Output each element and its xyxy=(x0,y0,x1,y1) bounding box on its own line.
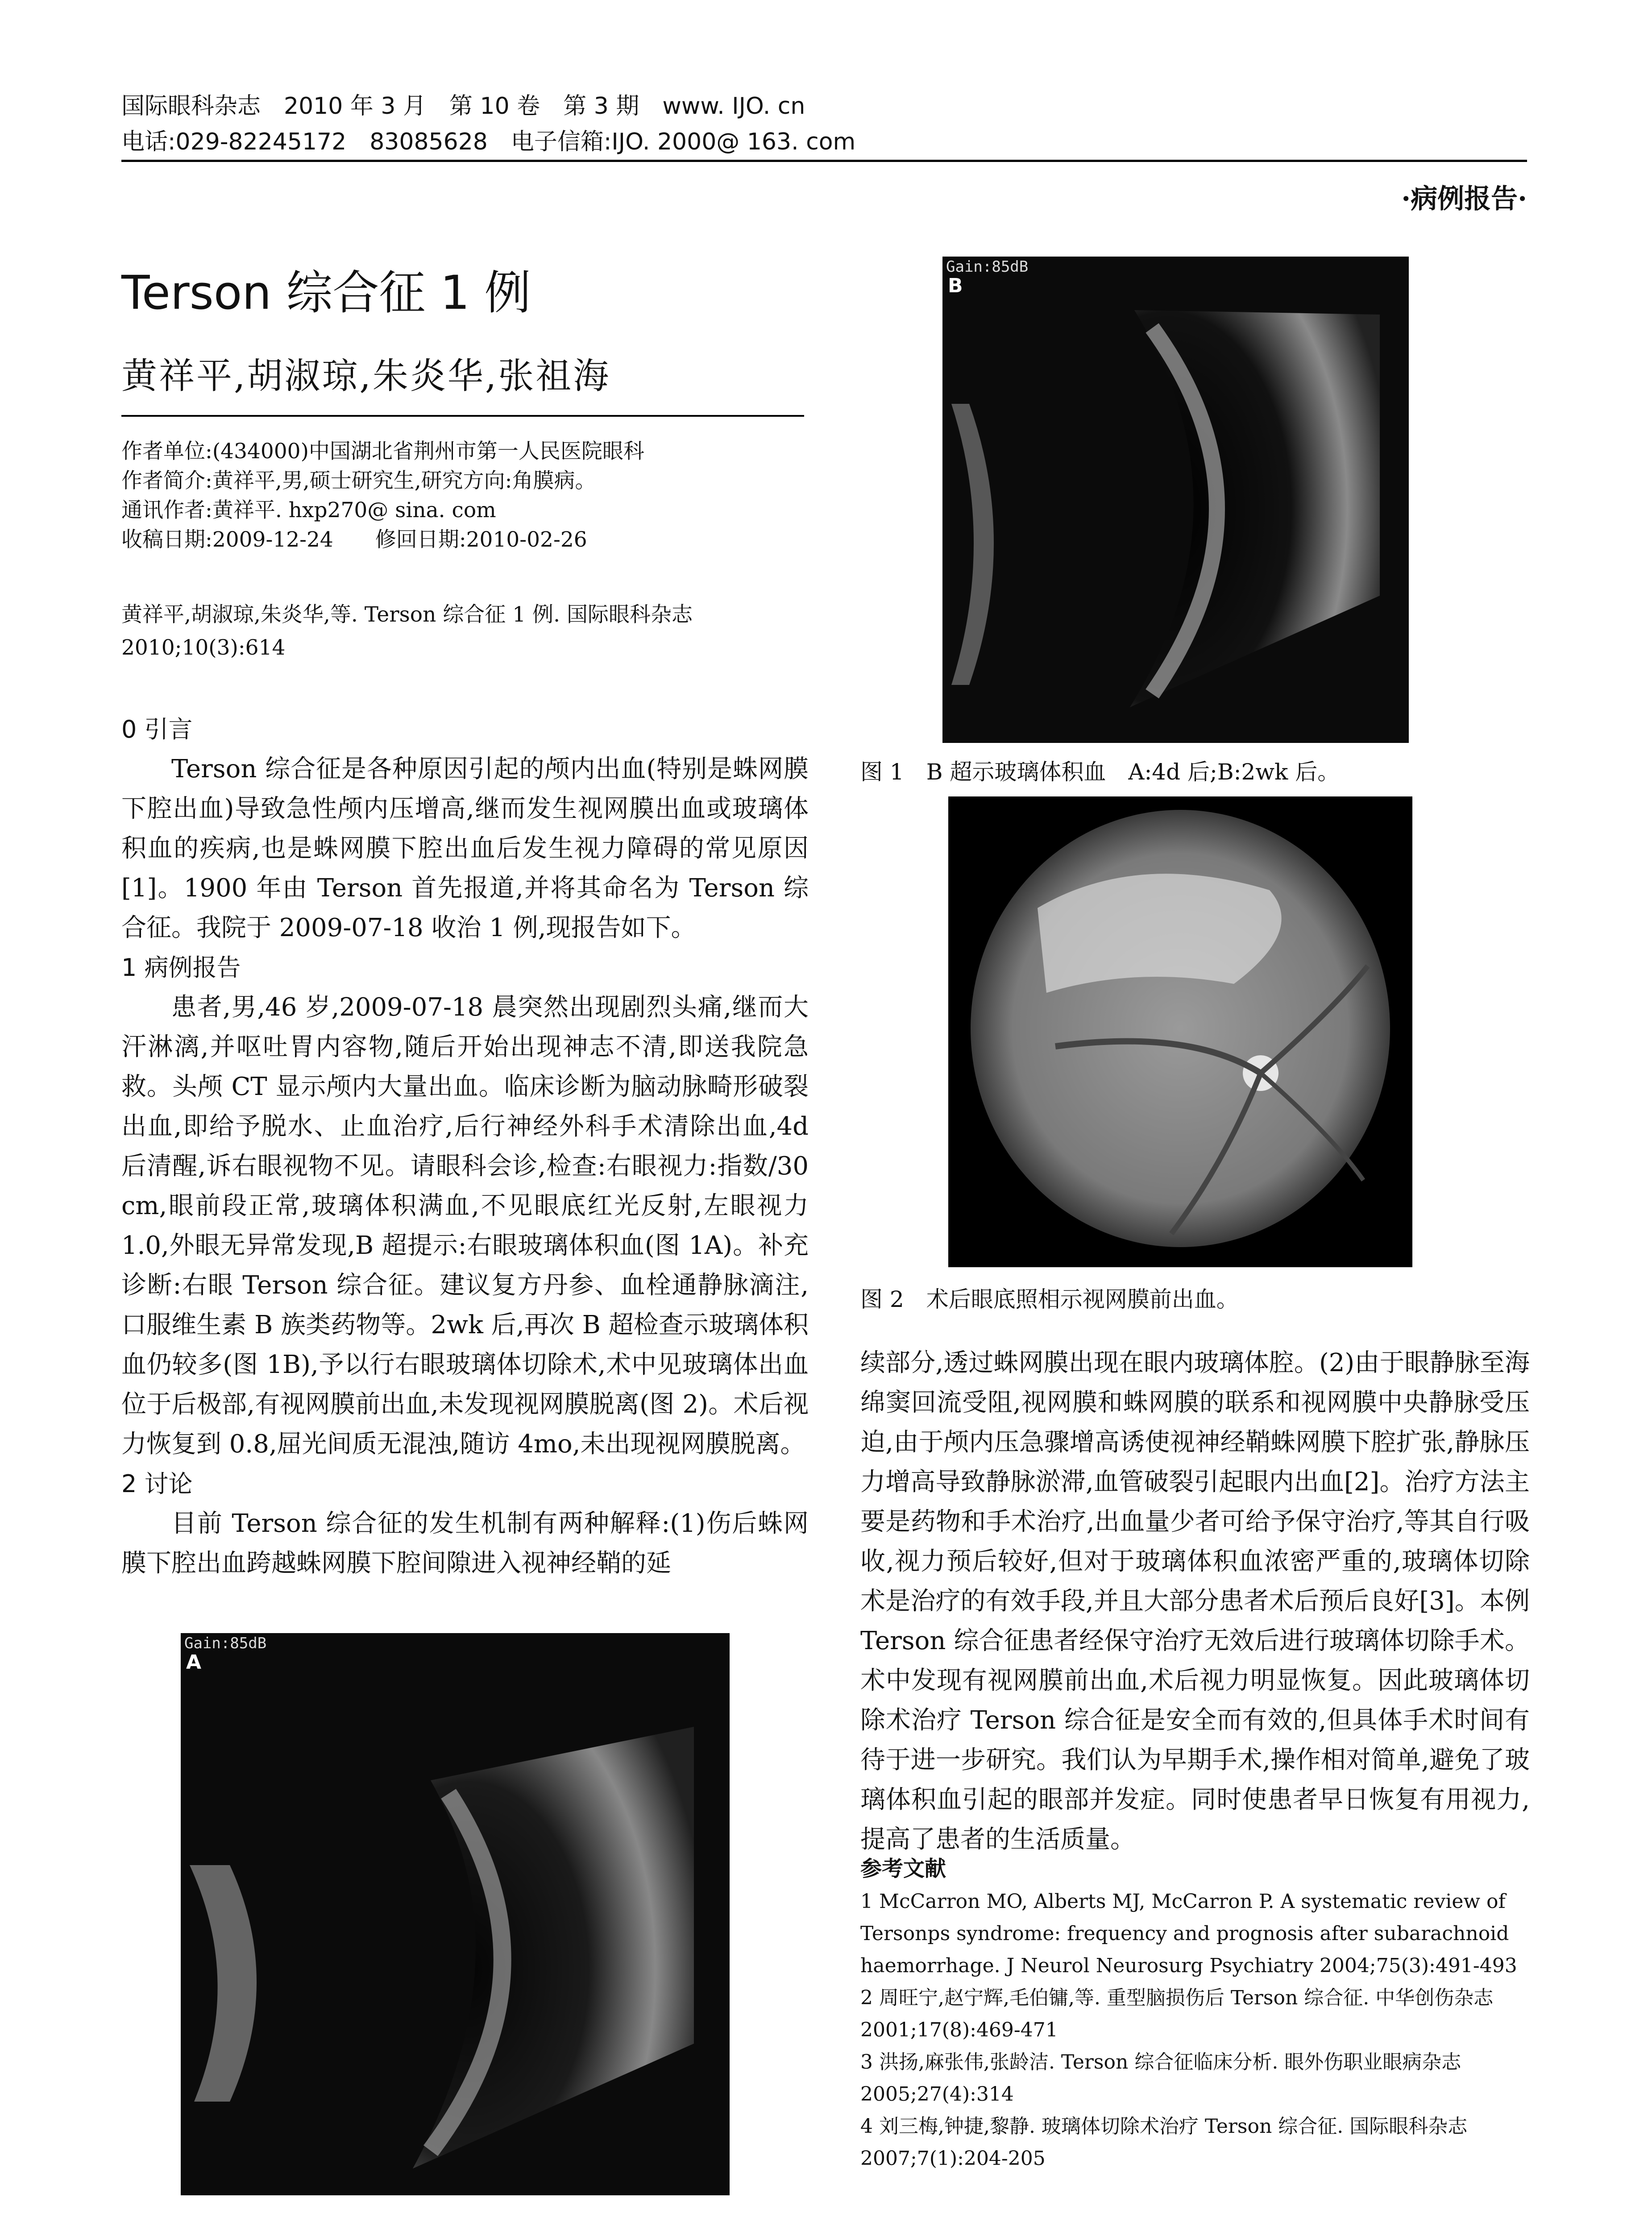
article-title: Terson 综合征 1 例 xyxy=(121,265,531,320)
fundus-photo xyxy=(948,796,1412,1267)
author-affiliation: 作者单位:(434000)中国湖北省荆州市第一人民医院眼科 xyxy=(121,439,644,464)
figure1-caption: 图 1 B 超示玻璃体积血 A:4d 后;B:2wk 后。 xyxy=(860,759,1340,785)
author-bio: 作者简介:黄祥平,男,硕士研究生,研究方向:角膜病。 xyxy=(121,469,596,493)
ultrasound-a-gain: Gain:85dB xyxy=(184,1634,267,1652)
author-list: 黄祥平,胡淑琼,朱炎华,张祖海 xyxy=(121,355,611,397)
case-paragraph: 患者,男,46 岁,2009-07-18 晨突然出现剧烈头痛,继而大汗淋漓,并呕吐胃内容物,随后开始出现神志不清,即送我院急救。头颅 CT 显示颅内大量出血。临床诊断为脑动脉畸形破裂出血,即给予脱水、止血治疗,后行神经外科手术清除出血,4d 后清醒,诉右眼视物不见。请眼科会诊,检查:右眼视力:指数/30 cm,眼前段正常,玻璃体积满血,不见眼底红光反射,左眼视力 1.0,外眼无异常发现,B 超提示:右眼玻璃体积血(图 1A)。补充诊断:右眼 Terson 综合征。建议复方丹参、血栓通静脉滴注,口服维生素 B 族类药物等。2wk 后,再次 B 超检查示玻璃体积血仍较多(图 1B),予以行右眼玻璃体切除术,术中见玻璃体出血位于后极部,有视网膜前出血,未发现视网膜脱离(图 2)。术后视力恢复到 0.8,屈光间质无混浊,随访 4mo,未出现视网膜脱离。 xyxy=(121,993,809,1459)
citation-line1: 黄祥平,胡淑琼,朱炎华,等. Terson 综合征 1 例. 国际眼科杂志 xyxy=(121,602,693,627)
discussion-heading: 2 讨论 xyxy=(121,1470,193,1498)
right-column xyxy=(860,1343,1530,1859)
received-dates: 收稿日期:2009-12-24 修回日期:2010-02-26 xyxy=(121,527,587,552)
intro-heading: 0 引言 xyxy=(121,715,193,743)
author-rule xyxy=(121,415,804,417)
fundus-graphic xyxy=(948,796,1412,1267)
references-heading: 参考文献 xyxy=(860,1856,946,1881)
reference-item: 4 刘三梅,钟捷,黎静. 玻璃体切除术治疗 Terson 综合征. 国际眼科杂志 2007;7(1):204-205 xyxy=(860,2115,1468,2170)
journal-header-line1: 国际眼科杂志 2010 年 3 月 第 10 卷 第 3 期 www. IJO. cn xyxy=(121,93,805,120)
reference-item: 1 McCarron MO, Alberts MJ, McCarron P. A systematic review of Tersonps syndrome: frequency and prognosis after subarachnoid haemorrhage. J Neurol Neurosurg Psychiatry 2004;75(3):491-493 xyxy=(860,1890,1517,1977)
intro-paragraph: Terson 综合征是各种原因引起的颅内出血(特别是蛛网膜下腔出血)导致急性颅内压增高,继而发生视网膜出血或玻璃体积血的疾病,也是蛛网膜下腔出血后发生视力障碍的常见原因[1]。1900 年由 Terson 首先报道,并将其命名为 Terson 综合征。我院于 2009-07-18 收治 1 例,现报告如下。 xyxy=(121,755,809,942)
discussion-paragraph-2: 续部分,透过蛛网膜出现在眼内玻璃体腔。(2)由于眼静脉至海绵窦回流受阻,视网膜和蛛网膜的联系和视网膜中央静脉受压迫,由于颅内压急骤增高诱使视神经鞘蛛网膜下腔扩张,静脉压力增高导致静脉淤滞,血管破裂引起眼内出血[2]。治疗方法主要是药物和手术治疗,出血量少者可给予保守治疗,等其自行吸收,视力预后较好,但对于玻璃体积血浓密严重的,玻璃体切除术是治疗的有效手段,并且大部分患者术后预后良好[3]。本例 Terson 综合征患者经保守治疗无效后进行玻璃体切除手术。术中发现有视网膜前出血,术后视力明显恢复。因此玻璃体切除术治疗 Terson 综合征是安全而有效的,但具体手术时间有待于进一步研究。我们认为早期手术,操作相对简单,避免了玻璃体积血引起的眼部并发症。同时使患者早日恢复有用视力,提高了患者的生活质量。 xyxy=(860,1348,1530,1854)
case-heading: 1 病例报告 xyxy=(121,954,241,982)
references xyxy=(860,1852,1530,2175)
header-rule xyxy=(121,160,1527,162)
corresponding-author: 通讯作者:黄祥平. hxp270@ sina. com xyxy=(121,498,496,523)
ultrasound-a-graphic xyxy=(181,1633,730,2195)
ultrasound-b-label: B xyxy=(948,274,963,297)
ultrasound-b-graphic xyxy=(942,257,1409,743)
ultrasound-image-a xyxy=(181,1633,730,2195)
ultrasound-a-label: A xyxy=(186,1651,202,1674)
journal-header-line2: 电话:029-82245172 83085628 电子信箱:IJO. 2000@ 163. com xyxy=(121,129,856,155)
discussion-paragraph-1: 目前 Terson 综合征的发生机制有两种解释:(1)伤后蛛网膜下腔出血跨越蛛网膜下腔间隙进入视神经鞘的延 xyxy=(121,1509,809,1578)
ultrasound-image-b xyxy=(942,257,1409,743)
reference-item: 3 洪扬,麻张伟,张龄洁. Terson 综合征临床分析. 眼外伤职业眼病杂志 2005;27(4):314 xyxy=(860,2051,1461,2106)
reference-item: 2 周旺宁,赵宁辉,毛伯镛,等. 重型脑损伤后 Terson 综合征. 中华创伤杂志 2001;17(8):469-471 xyxy=(860,1986,1494,2041)
figure2-caption: 图 2 术后眼底照相示视网膜前出血。 xyxy=(860,1286,1239,1312)
left-column xyxy=(121,709,809,1583)
ultrasound-b-gain: Gain:85dB xyxy=(946,258,1029,276)
citation-line2: 2010;10(3):614 xyxy=(121,635,286,660)
section-tag: ·病例报告· xyxy=(1401,183,1527,215)
